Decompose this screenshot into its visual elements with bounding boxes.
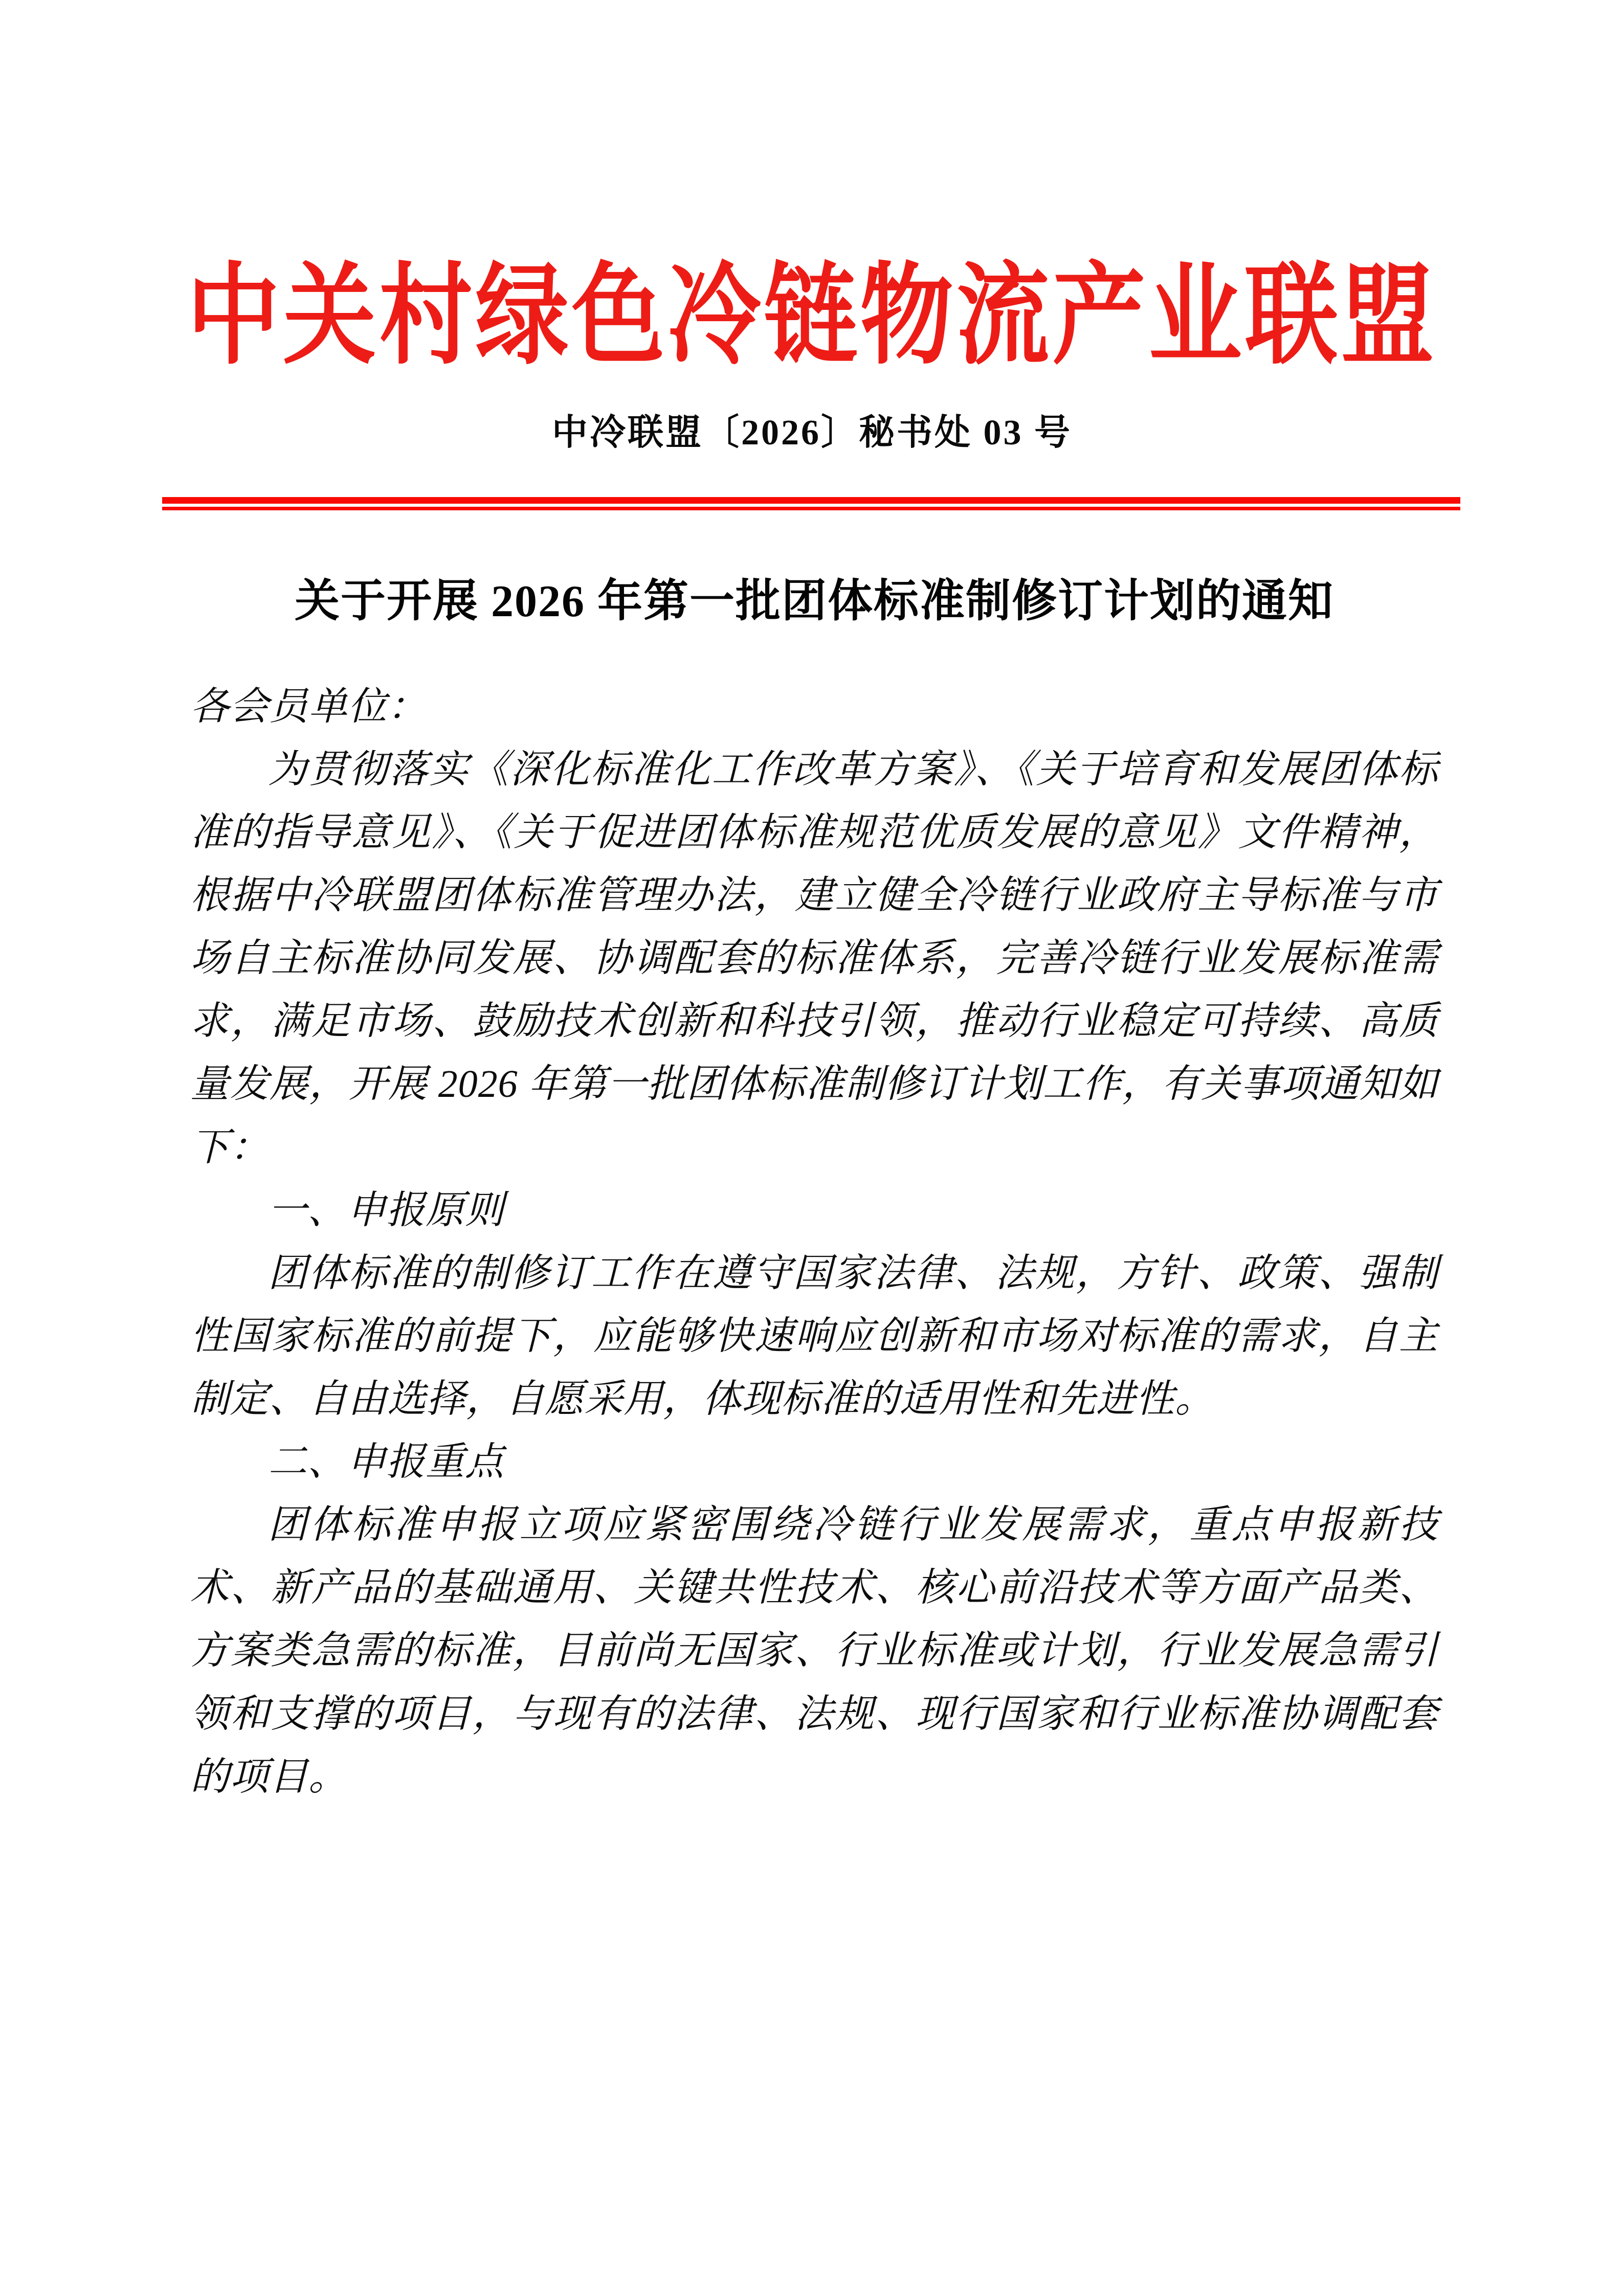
organization-title: 中关村绿色冷链物流产业联盟 [187, 256, 1437, 378]
document-body [190, 572, 1438, 1809]
paragraph-declaration-principles: 团体标准的制修订工作在遵守国家法律、法规，方针、政策、强制性国家标准的前提下，应能够快速响应创新和市场对标准的需求，自主制定、自由选择，自愿采用，体现标准的适用性和先进性。 [190, 1251, 1438, 1421]
red-rule-thin [162, 507, 1460, 510]
section-heading-1: 一、申报原则 [268, 1188, 504, 1232]
paragraph-declaration-focus: 团体标准申报立项应紧密围绕冷链行业发展需求，重点申报新技术、新产品的基础通用、关键共性技术、核心前沿技术等方面产品类、方案类急需的标准，目前尚无国家、行业标准或计划，行业发展急需引领和支撑的项目，与现有的法律、法规、现行国家和行业标准协调配套的项目。 [190, 1503, 1438, 1798]
salutation: 各会员单位： [190, 685, 427, 728]
red-rule-thick [162, 497, 1460, 504]
red-double-rule [162, 497, 1460, 510]
document-number: 中冷联盟〔2026〕秘书处 03 号 [552, 413, 1072, 453]
section-heading-2: 二、申报重点 [268, 1440, 504, 1484]
page-title: 关于开展 2026 年第一批团体标准制修订计划的通知 [294, 577, 1334, 626]
letterhead [0, 256, 1624, 378]
paragraph-intro: 为贯彻落实《深化标准化工作改革方案》、《关于培育和发展团体标准的指导意见》、《关于促进团体标准规范优质发展的意见》文件精神，根据中冷联盟团体标准管理办法，建立健全冷链行业政府主导标准与市场自主标准协同发展、协调配套的标准体系，完善冷链行业发展标准需求，满足市场、鼓励技术创新和科技引领，推动行业稳定可持续、高质量发展，开展 2026 年第一批团体标准制修订计划工作，有关事项通知如下： [190, 748, 1438, 1169]
